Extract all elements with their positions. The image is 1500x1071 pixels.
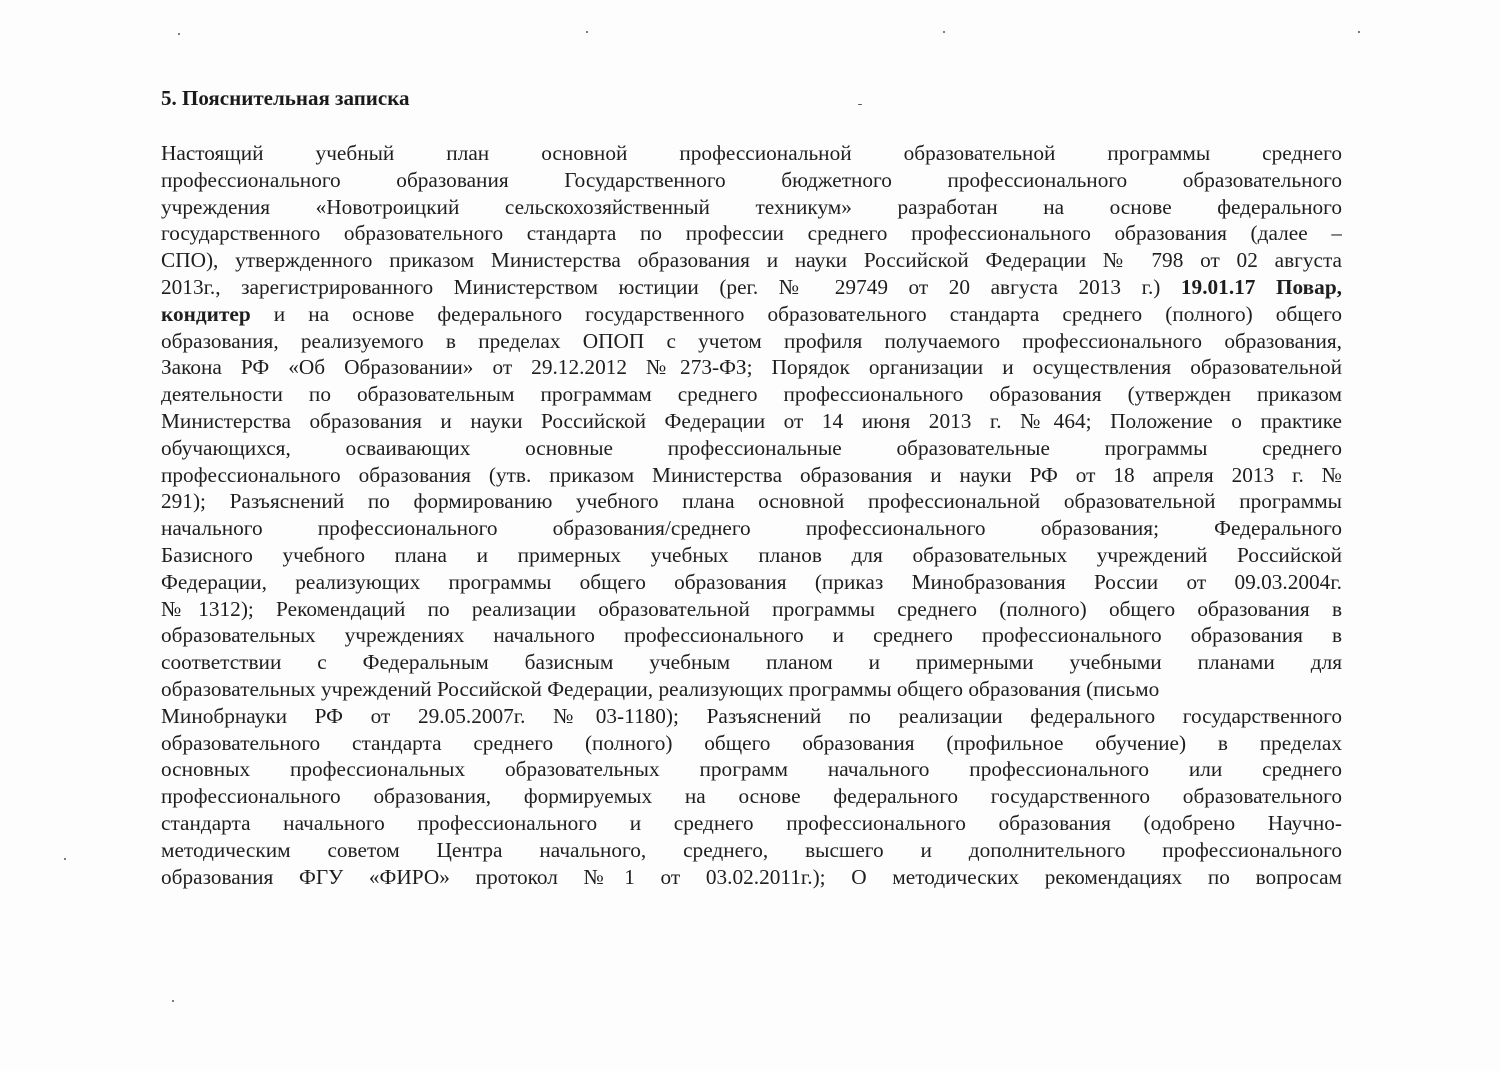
text-line [161, 783, 1342, 810]
text-segment: соответствии с Федеральным базисным учебным планом и примерными учебными планами для [161, 650, 1342, 675]
text-segment: деятельности по образовательным программам среднего профессионального образования (утвержден приказом [161, 382, 1342, 407]
text-segment: образования, реализуемого в пределах ОПОП с учетом профиля получаемого профессионального образования, [161, 328, 1342, 353]
text-segment: Министерства образования и науки Российской Федерации от 14 июня 2013 г. №464; Положение о практике [161, 408, 1342, 433]
text-line [161, 542, 1342, 569]
text-segment: 291); Разъяснений по формированию учебного плана основной профессиональной образовательной программы [161, 489, 1342, 514]
scan-speck [64, 858, 66, 860]
text-line [161, 730, 1342, 757]
text-line [161, 515, 1342, 542]
text-line [161, 354, 1342, 381]
text-segment: государственного образовательного стандарта по профессии среднего профессионального образования (далее – [161, 221, 1342, 246]
text-segment: профессионального образования, формируемых на основе федерального государственного образовательного [161, 784, 1342, 809]
text-line [161, 301, 1342, 328]
text-line [161, 596, 1342, 623]
text-segment: Минобрнауки РФ от 29.05.2007г. №03-1180); Разъяснений по реализации федерального государственного [161, 703, 1342, 728]
scan-speck [172, 1000, 174, 1002]
section-heading: 5. Пояснительная записка [161, 86, 410, 110]
text-segment: образования ФГУ «ФИРО» протокол №1 от 03.02.2011г.); О методических рекомендациях по вопросам [161, 864, 1342, 889]
text-line [161, 274, 1342, 301]
text-segment: профессионального образования (утв. приказом Министерства образования и науки РФ от 18 апреля 2013 г. № [161, 462, 1342, 487]
text-segment: №1312); Рекомендаций по реализации образовательной программы среднего (полного) общего образования в [161, 596, 1342, 621]
text-line [161, 649, 1342, 676]
text-segment: начального профессионального образования/среднего профессионального образования; Федерального [161, 516, 1342, 541]
scan-speck [178, 33, 180, 35]
scan-speck [586, 31, 588, 33]
text-segment: основных профессиональных образовательных программ начального профессионального или среднего [161, 757, 1342, 782]
text-segment: 2013г., зарегистрированного Министерством юстиции (рег. № 29749 от 20 августа 2013 г.) [161, 274, 1181, 299]
text-segment: методическим советом Центра начального, среднего, высшего и дополнительного профессионального [161, 837, 1342, 862]
text-line [161, 194, 1342, 221]
text-line [161, 622, 1342, 649]
explanatory-note-body [161, 140, 1342, 890]
scan-speck [858, 104, 862, 105]
scan-speck [943, 31, 945, 33]
text-segment: образовательных учреждениях начального профессионального и среднего профессионального образования в [161, 623, 1342, 648]
text-segment: профессионального образования Государственного бюджетного профессионального образовательного [161, 167, 1342, 192]
text-segment: Закона РФ «Об Образовании» от 29.12.2012 №273-ФЗ; Порядок организации и осуществления образовательной [161, 355, 1342, 380]
text-line [161, 408, 1342, 435]
text-line [161, 140, 1342, 167]
text-segment: стандарта начального профессионального и среднего профессионального образования (одобрено Научно- [161, 810, 1342, 835]
text-segment: Федерации, реализующих программы общего образования (приказ Минобразования России от 09.03.2004г. [161, 569, 1342, 594]
bold-text: 19.01.17 Повар, [1180, 274, 1342, 299]
text-line [161, 381, 1342, 408]
text-segment: Базисного учебного плана и примерных учебных планов для образовательных учреждений Российской [161, 542, 1342, 567]
text-line [161, 569, 1342, 596]
text-segment: СПО), утвержденного приказом Министерства образования и науки Российской Федерации № 798 от 02 августа [161, 248, 1342, 273]
text-line [161, 756, 1342, 783]
bold-text: кондитер [161, 301, 251, 326]
text-segment: обучающихся, осваивающих основные профессиональные образовательные программы среднего [161, 435, 1342, 460]
text-line [161, 462, 1342, 489]
text-line [161, 435, 1342, 462]
text-line [161, 837, 1342, 864]
scan-speck [1358, 31, 1360, 33]
text-segment: Настоящий учебный план основной профессиональной образовательной программы среднего [161, 141, 1342, 165]
text-segment: образовательного стандарта среднего (полного) общего образования (профильное обучение) в пределах [161, 730, 1342, 755]
text-line [161, 328, 1342, 355]
text-segment: и на основе федерального государственного образовательного стандарта среднего (полного) общего [250, 301, 1342, 326]
text-line [161, 703, 1342, 730]
text-segment: образовательных учреждений Российской Федерации, реализующих программы общего образования (письмо [161, 676, 1160, 701]
text-line [161, 676, 1342, 703]
text-line [161, 864, 1342, 891]
text-line [161, 167, 1342, 194]
text-line [161, 220, 1342, 247]
text-line [161, 810, 1342, 837]
text-segment: учреждения «Новотроицкий сельскохозяйственный техникум» разработан на основе федерального [161, 194, 1342, 219]
text-line [161, 247, 1342, 274]
text-line [161, 488, 1342, 515]
